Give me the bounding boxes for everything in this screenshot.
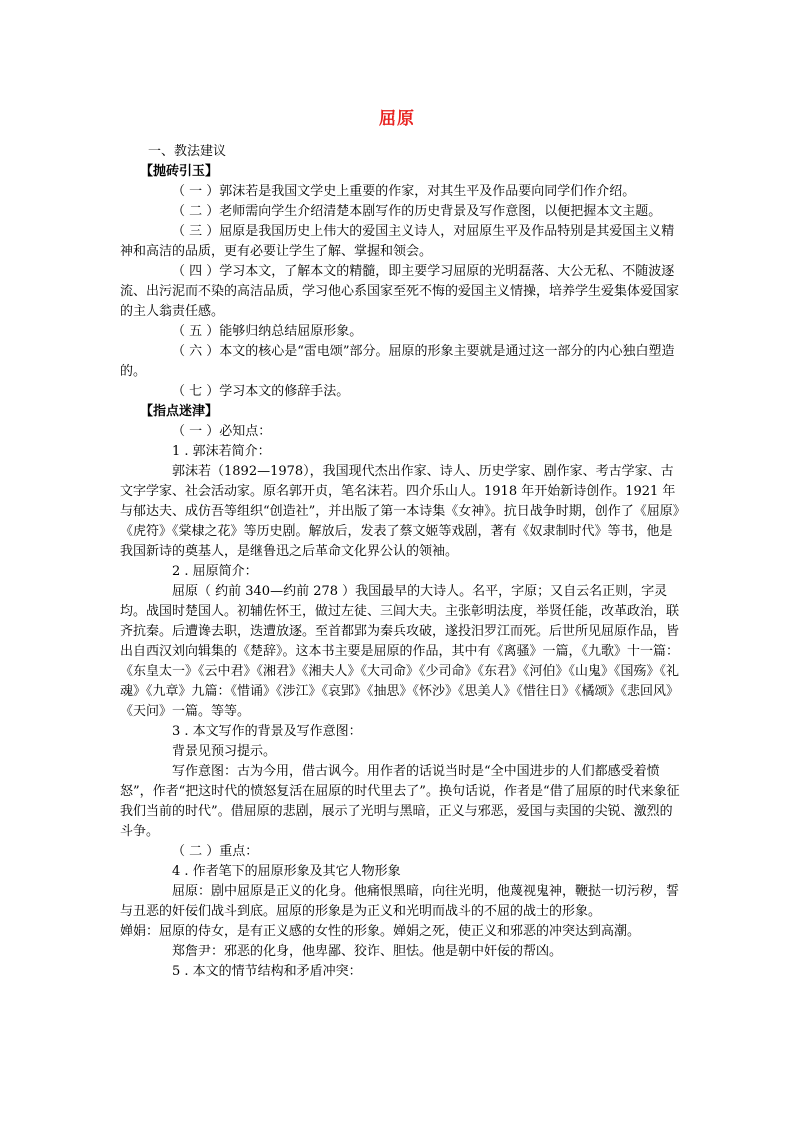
item-1-body: 郭沫若（1892—1978），我国现代杰出作家、诗人、历史学家、剧作家、考古学家、古文字学家、社会活动家。原名郭开贞，笔名沫若。四介乐山人。1918 年开始新诗创作。1921 年与郁达夫、成仿吾等组织“创造社”，并出版了第一本诗集《女神》。抗日战争时期，创作了《屈原》《虎符》《棠棣之花》等历史剧。解放后，发表了蔡文姬等戏剧，著有《奴隶制时代》等书，他是我国新诗的奠基人，是继鲁迅之后革命文化界公认的领袖。 <box>120 464 680 559</box>
item-4-zhengzhanyin: 郑詹尹：邪恶的化身，他卑鄙、狡诈、胆怯。他是朝中奸佞的帮凶。 <box>172 944 563 959</box>
item-2-heading: 2 . 屈原简介： <box>172 564 258 579</box>
bracket-heading-1: 【抛砖引玉】 <box>140 164 219 179</box>
suggestion-3: （ 三 ）屈原是我国历史上伟大的爱国主义诗人，对屈原生平及作品特别是其爱国主义精神和高洁的品质，更有必要让学生了解、掌握和领会。 <box>120 224 675 259</box>
item-4-heading: 4 . 作者笔下的屈原形象及其它人物形象 <box>172 864 401 879</box>
section-heading-1: 一、教法建议 <box>148 144 227 159</box>
suggestion-2: （ 二 ）老师需向学生介绍清楚本剧写作的历史背景及写作意图，以便把握本文主题。 <box>172 204 662 219</box>
suggestion-4: （ 四 ）学习本文，了解本文的精髓，即主要学习屈原的光明磊落、大公无私、不随波逐流、出污泥而不染的高洁品质，学习他心系国家至死不悔的爱国主义情操，培养学生爱集体爱国家的主人翁责任感。 <box>120 264 680 319</box>
item-3-heading: 3 . 本文写作的背景及写作意图： <box>172 724 362 739</box>
item-1-heading: 1 . 郭沫若简介： <box>172 444 271 459</box>
item-3-background: 背景见预习提示。 <box>172 744 277 759</box>
document-body <box>120 142 680 982</box>
item-5-heading: 5 . 本文的情节结构和矛盾冲突： <box>172 964 362 979</box>
page-title: 屈原 <box>379 109 415 129</box>
bracket-heading-2: 【指点迷津】 <box>140 404 219 419</box>
item-4-chanjuan: 婵娟：屈原的侍女，是有正义感的女性的形象。婵娟之死，使正义和邪恶的冲突达到高潮。 <box>120 924 641 939</box>
item-3-body: 写作意图：古为今用，借古讽今。用作者的话说当时是“全中国进步的人们都感受着愤怒”，作者“把这时代的愤怒复活在屈原的时代里去了”。换句话说，作者是“借了屈原的时代来象征我们当前的时代”。借屈原的悲剧，展示了光明与黑暗，正义与邪恶，爱国与卖国的尖锐、激烈的斗争。 <box>120 764 680 839</box>
suggestion-7: （ 七 ）学习本文的修辞手法。 <box>172 384 350 399</box>
subsection-must-know: （ 一 ）必知点： <box>172 424 272 439</box>
suggestion-5: （ 五 ）能够归纳总结屈原形象。 <box>172 324 363 339</box>
item-2-body: 屈原（ 约前 340—约前 278 ）我国最早的大诗人。名平，字原；又自云名正则，字灵均。战国时楚国人。初辅佐怀王，做过左徒、三闾大夫。主张彰明法度，举贤任能，改革政治，联齐抗秦。后遭谗去职，迭遭放逐。至首都郢为秦兵攻破，遂投汨罗江而死。后世所见屈原作品，皆出自西汉刘向辑集的《楚辞》。这本书主要是屈原的作品，其中有《离骚》一篇，《九歌》十一篇：《东皇太一》《云中君》《湘君》《湘夫人》《大司命》《少司命》《东君》《河伯》《山鬼》《国殇》《礼魂》《九章》九篇：《惜诵》《涉江》《哀郢》《抽思》《怀沙》《思美人》《惜往日》《橘颂》《悲回风》《天问》一篇。等等。 <box>120 584 680 719</box>
item-4-quyuan: 屈原：剧中屈原是正义的化身。他痛恨黑暗，向往光明，他蔑视鬼神，鞭挞一切污秽，誓与丑恶的奸佞们战斗到底。屈原的形象是为正义和光明而战斗的不屈的战士的形象。 <box>120 884 680 919</box>
suggestion-1: （ 一 ）郭沫若是我国文学史上重要的作家，对其生平及作品要向同学们作介绍。 <box>172 184 636 199</box>
subsection-key-points: （ 二 ）重点： <box>172 844 259 859</box>
suggestion-6: （ 六 ）本文的核心是“雷电颂”部分。屈原的形象主要就是通过这一部分的内心独白塑造的。 <box>120 344 675 379</box>
